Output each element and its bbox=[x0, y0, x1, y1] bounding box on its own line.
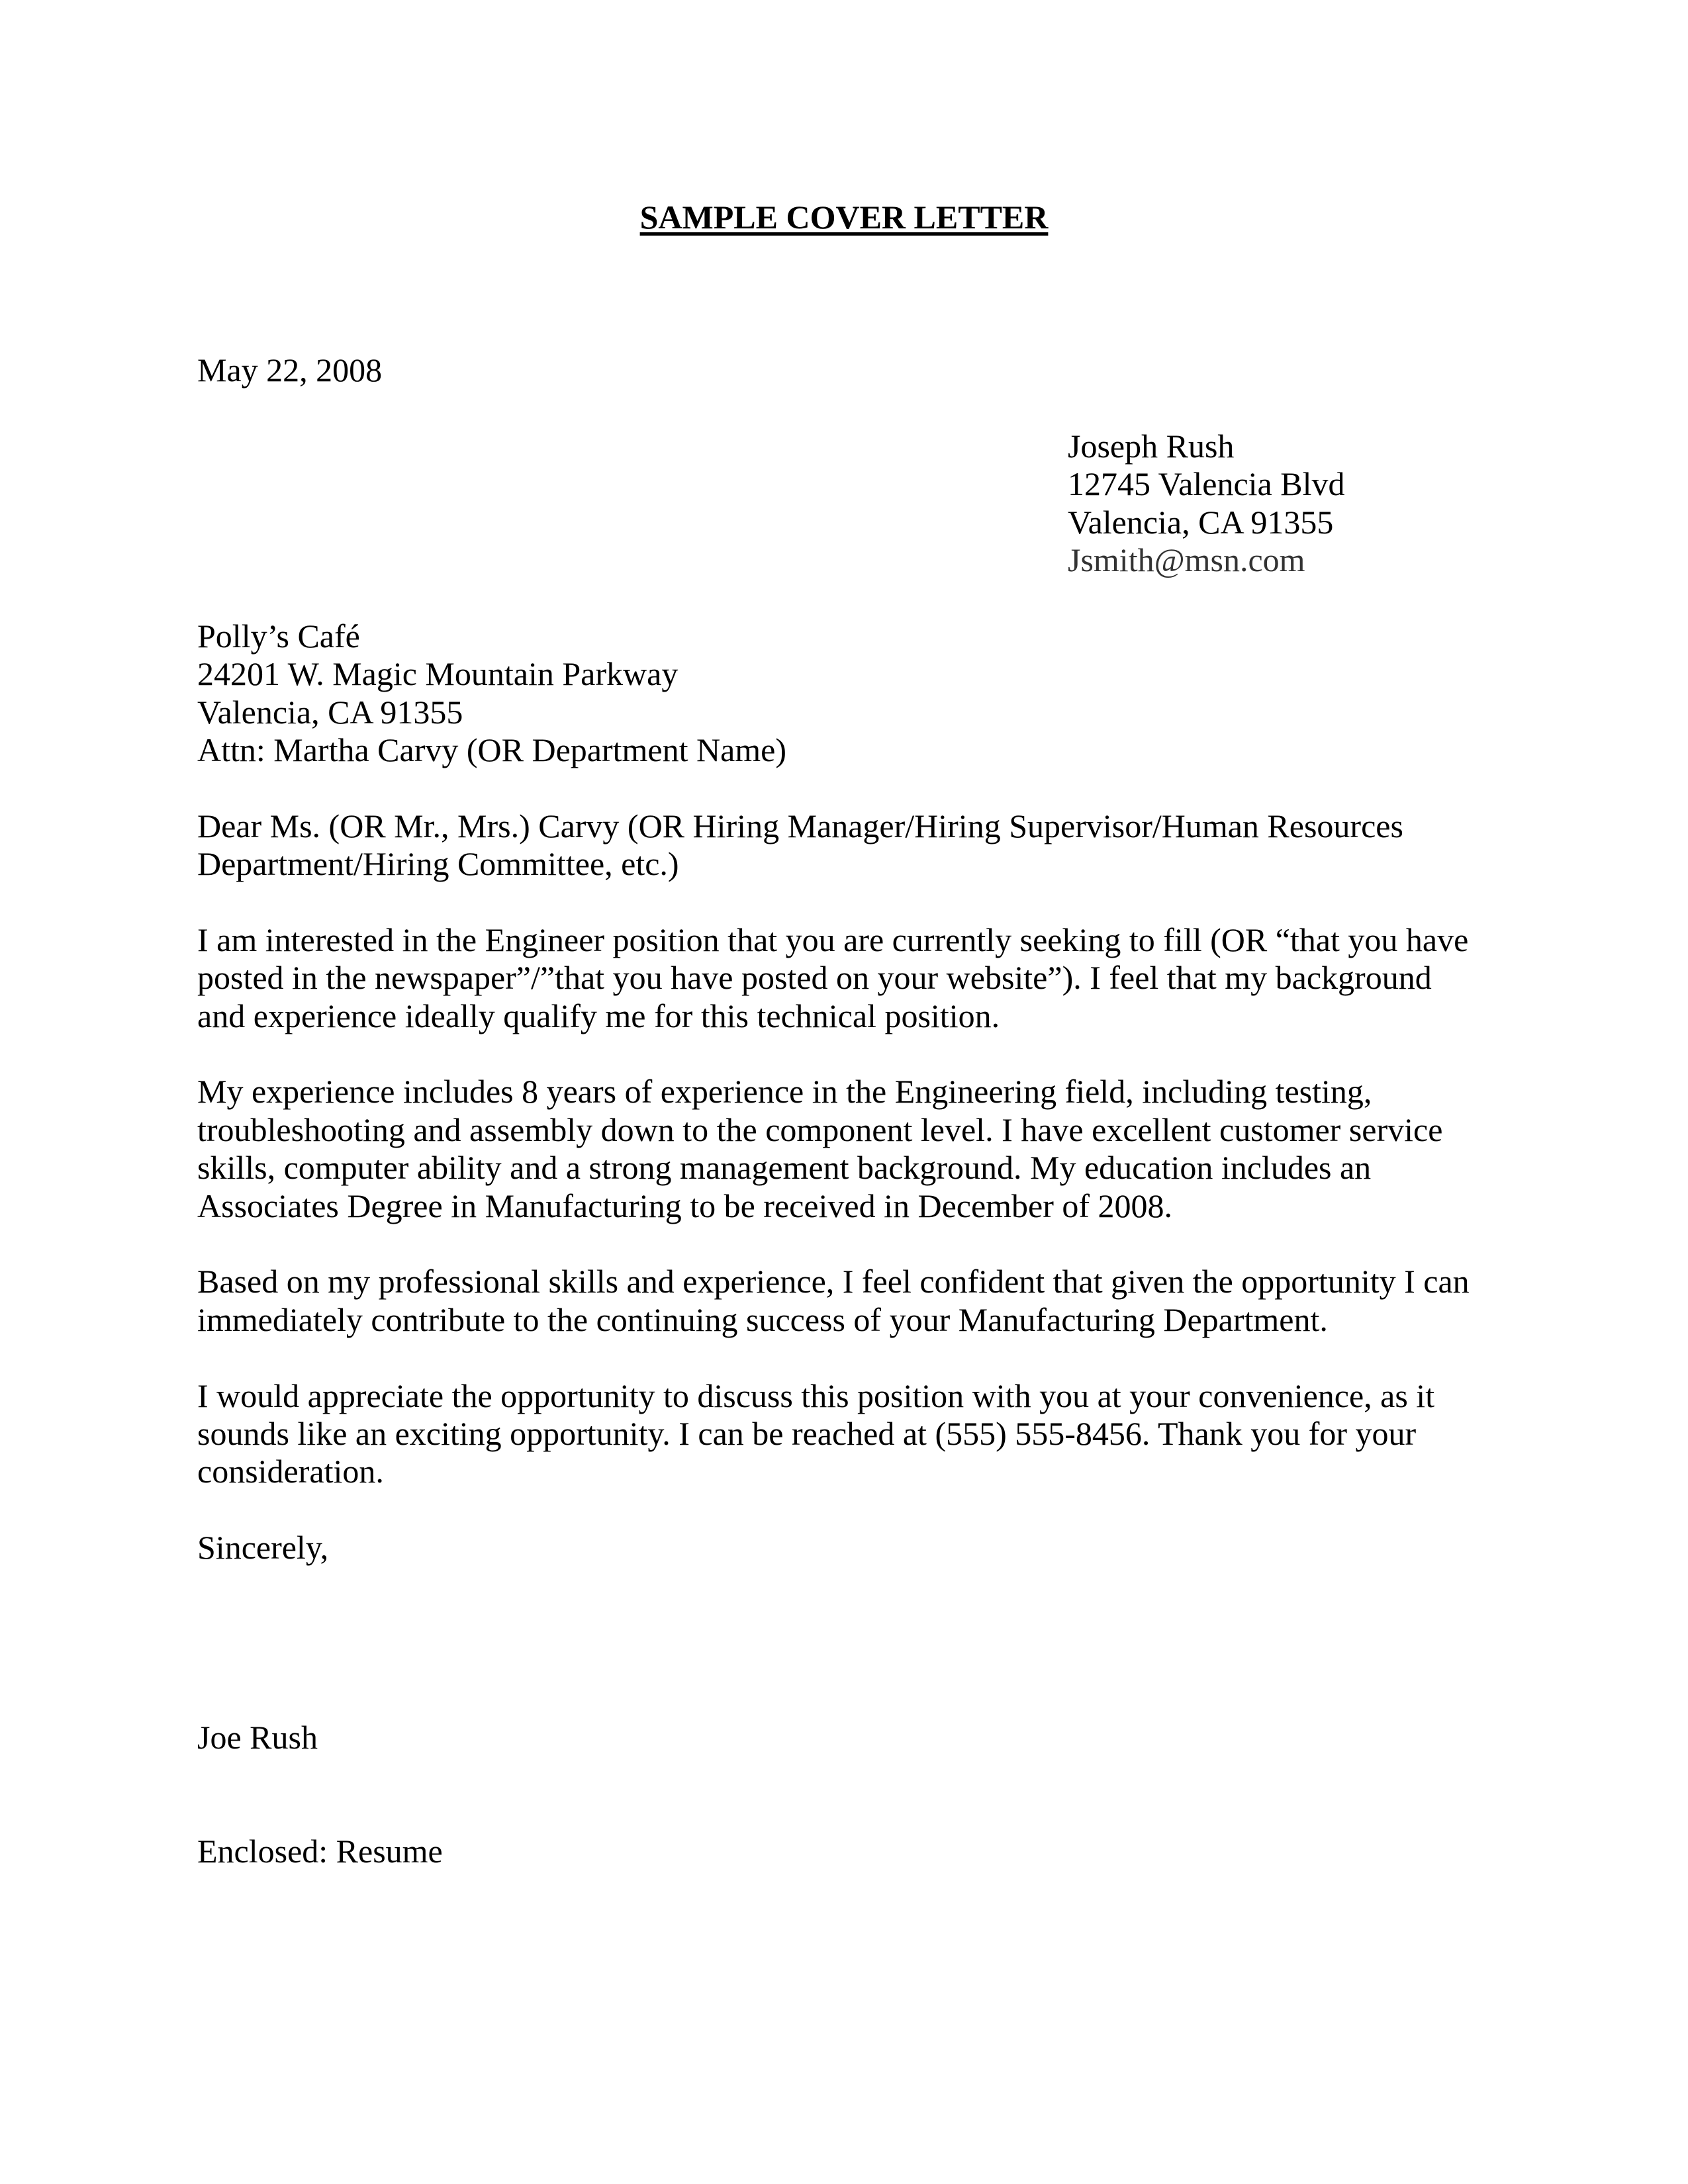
paragraph-line: I am interested in the Engineer position that you are currently seeking to fill (OR “that you have bbox=[197, 921, 1469, 958]
paragraph-line: immediately contribute to the continuing success of your Manufacturing Department. bbox=[197, 1300, 1328, 1338]
recipient-company: Polly’s Café bbox=[197, 617, 360, 655]
spacer bbox=[197, 883, 1495, 921]
spacer bbox=[197, 1339, 1495, 1377]
paragraph-line: skills, computer ability and a strong management background. My education includes an bbox=[197, 1149, 1372, 1187]
page-title bbox=[0, 199, 1688, 236]
recipient-attn: Attn: Martha Carvy (OR Department Name) bbox=[197, 731, 787, 768]
spacer bbox=[197, 1491, 1495, 1529]
spacer bbox=[197, 389, 1495, 427]
paragraph-line: consideration. bbox=[197, 1453, 384, 1490]
sender-email-link[interactable]: Jsmith@msn.com bbox=[1068, 541, 1305, 578]
signature-space bbox=[197, 1567, 1495, 1719]
recipient-street: 24201 W. Magic Mountain Parkway bbox=[197, 655, 679, 693]
paragraph-experience bbox=[197, 1073, 1495, 1225]
signature-name: Joe Rush bbox=[197, 1719, 318, 1756]
salutation-line: Dear Ms. (OR Mr., Mrs.) Carvy (OR Hiring Manager/Hiring Supervisor/Human Resources bbox=[197, 807, 1403, 844]
sender-address-block bbox=[1068, 428, 1495, 580]
paragraph-line: I would appreciate the opportunity to discuss this position with you at your convenience, as it bbox=[197, 1377, 1435, 1414]
letter-date: May 22, 2008 bbox=[197, 351, 383, 388]
paragraph-line: troubleshooting and assembly down to the component level. I have excellent customer service bbox=[197, 1111, 1443, 1148]
title-text: SAMPLE COVER LETTER bbox=[639, 199, 1049, 236]
letter-body bbox=[197, 351, 1495, 1871]
paragraph-line: posted in the newspaper”/”that you have posted on your website”). I feel that my background bbox=[197, 959, 1432, 997]
enclosure-note: Enclosed: Resume bbox=[197, 1833, 443, 1870]
sender-street: 12745 Valencia Blvd bbox=[1068, 465, 1345, 503]
paragraph-line: Associates Degree in Manufacturing to be received in December of 2008. bbox=[197, 1187, 1173, 1224]
sender-city-state-zip: Valencia, CA 91355 bbox=[1068, 503, 1334, 541]
paragraph-line: and experience ideally qualify me for this technical position. bbox=[197, 997, 1000, 1034]
recipient-city-state-zip: Valencia, CA 91355 bbox=[197, 693, 463, 731]
spacer bbox=[197, 1795, 1495, 1833]
spacer bbox=[197, 1035, 1495, 1073]
paragraph-interest bbox=[197, 921, 1495, 1035]
spacer bbox=[197, 579, 1495, 617]
spacer bbox=[197, 1225, 1495, 1263]
spacer bbox=[197, 769, 1495, 807]
closing-phrase: Sincerely, bbox=[197, 1529, 329, 1567]
salutation bbox=[197, 807, 1495, 884]
spacer bbox=[197, 1756, 1495, 1794]
sender-name: Joseph Rush bbox=[1068, 427, 1235, 465]
paragraph-confidence bbox=[197, 1263, 1495, 1339]
paragraph-line: sounds like an exciting opportunity. I can be reached at (555) 555-8456. Thank you for your bbox=[197, 1414, 1417, 1452]
paragraph-line: My experience includes 8 years of experience in the Engineering field, including testing, bbox=[197, 1073, 1372, 1111]
recipient-address-block bbox=[197, 617, 1495, 770]
paragraph-line: Based on my professional skills and experience, I feel confident that given the opportunity I can bbox=[197, 1263, 1470, 1300]
salutation-line: Department/Hiring Committee, etc.) bbox=[197, 845, 679, 883]
paragraph-closing-request bbox=[197, 1377, 1495, 1491]
